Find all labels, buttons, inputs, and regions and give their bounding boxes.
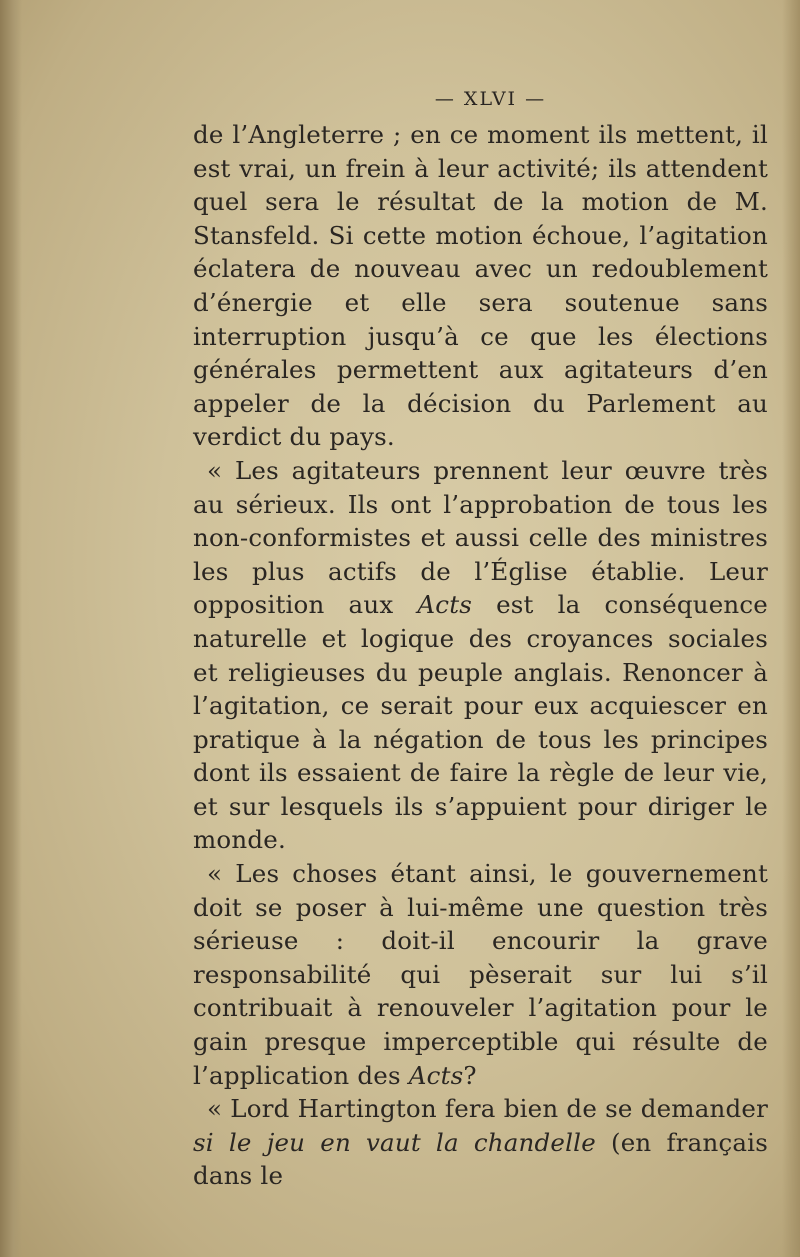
text-segment: « Lord Hartington fera bien de se demander <box>207 1094 768 1124</box>
text-segment: de l’Angleterre ; en ce moment ils mettent, il est vrai, un frein à leur activité; ils attendent quel sera le résultat de la motion de M. Stansfeld. Si cette motion échoue, l’agitation éclatera de nouveau avec un redoublement d’énergie et elle sera soutenue sans interruption jusqu’à ce que les élections générales permettent aux agitateurs d’en appeler de la décision du Parlement au verdict du pays. <box>193 120 768 452</box>
paragraph <box>193 118 768 454</box>
page-edge-left <box>0 0 22 1257</box>
paragraph <box>193 454 768 857</box>
page-number-header: — XLVI — <box>434 88 547 110</box>
text-segment: est la conséquence naturelle et logique des croyances sociales et religieuses du peuple anglais. Renoncer à l’agitation, ce serait pour eux acquiescer en pratique à la négation de tous les principes dont ils essaient de faire la règle de leur vie, et sur lesquels ils s’appuient pour diriger le monde. <box>193 590 769 855</box>
text-segment: (en français dans le <box>193 1127 768 1191</box>
page-body <box>193 118 768 1193</box>
italic-segment: si le jeu en vaut la chandelle <box>193 1127 596 1157</box>
page-edge-right <box>782 0 800 1257</box>
book-page <box>193 84 768 1193</box>
text-segment: ? <box>463 1060 477 1090</box>
paragraph <box>193 1092 768 1193</box>
text-segment: « Les agitateurs prennent leur œuvre très au sérieux. Ils ont l’approbation de tous les non-conformistes et aussi celle des ministres les plus actifs de l’Église établie. Leur opposition aux <box>193 455 768 620</box>
paragraph <box>193 857 768 1092</box>
text-segment: « Les choses étant ainsi, le gouvernement doit se poser à lui-même une question très sérieuse : doit-il encourir la grave responsabilité qui pèserait sur lui s’il contribuait à renouveler l’agitation pour le gain presque imperceptible qui résulte de l’application des <box>193 859 768 1090</box>
italic-segment: Acts <box>417 590 473 620</box>
italic-segment: Acts <box>408 1060 464 1090</box>
